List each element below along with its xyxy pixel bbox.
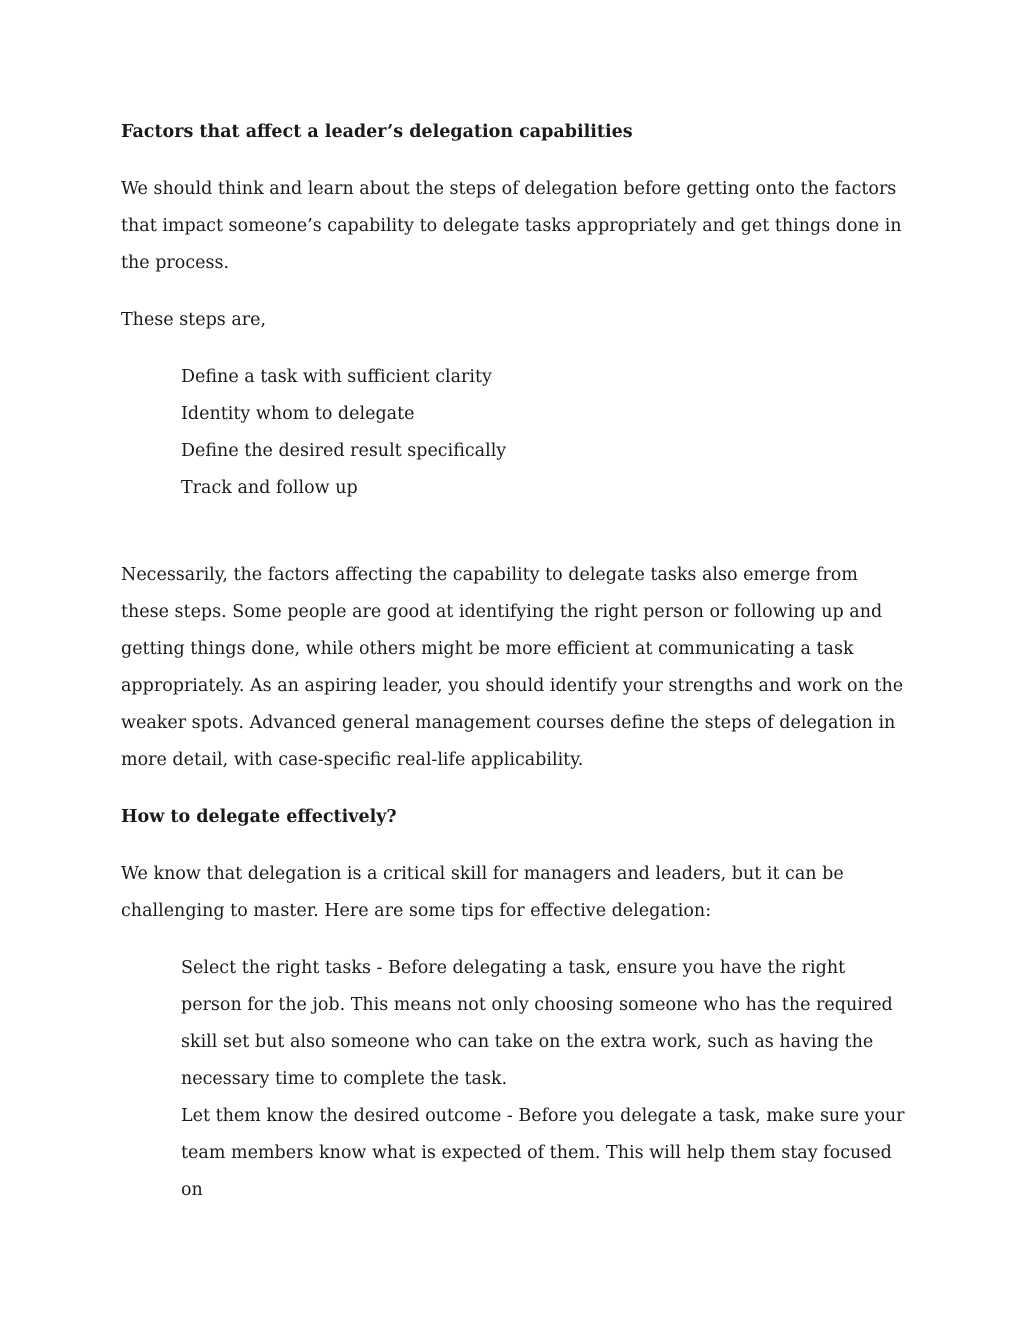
factors-paragraph: Necessarily, the factors affecting the capability to delegate tasks also emerge from these steps. Some people are good at identifying the right person or following up and getting things done, while others might be more efficient at communicating a task appropriately. As an aspiring leader, you should identify your strengths and work on the weaker spots. Advanced general management courses define the steps of delegation in more detail, with case-specific real-life applicability. <box>121 565 904 770</box>
list-item: Track and follow up <box>181 478 358 498</box>
steps-intro-paragraph: These steps are, <box>121 310 267 330</box>
intro-paragraph: We should think and learn about the steps of delegation before getting onto the factors that impact someone’s capability to delegate tasks appropriately and get things done in the process. <box>121 179 902 273</box>
list-item: Define the desired result specifically <box>181 441 507 461</box>
section-heading-how-to-delegate: How to delegate effectively? <box>121 807 397 827</box>
list-item: Identity whom to delegate <box>181 404 415 424</box>
delegation-steps-list <box>121 359 911 507</box>
list-item: Define a task with sufficient clarity <box>181 367 492 387</box>
blank-line <box>121 527 911 557</box>
list-item: Let them know the desired outcome - Before you delegate a task, make sure your team members know what is expected of them. This will help them stay focused on <box>181 1106 905 1200</box>
delegation-tips-list <box>121 950 911 1209</box>
section-heading-factors: Factors that affect a leader’s delegation capabilities <box>121 122 633 142</box>
tips-intro-paragraph: We know that delegation is a critical skill for managers and leaders, but it can be challenging to master. Here are some tips for effective delegation: <box>121 864 844 921</box>
list-item: Select the right tasks - Before delegating a task, ensure you have the right person for the job. This means not only choosing someone who has the required skill set but also someone who can take on the extra work, such as having the necessary time to complete the task. <box>181 958 893 1089</box>
document-body <box>121 114 911 1229</box>
